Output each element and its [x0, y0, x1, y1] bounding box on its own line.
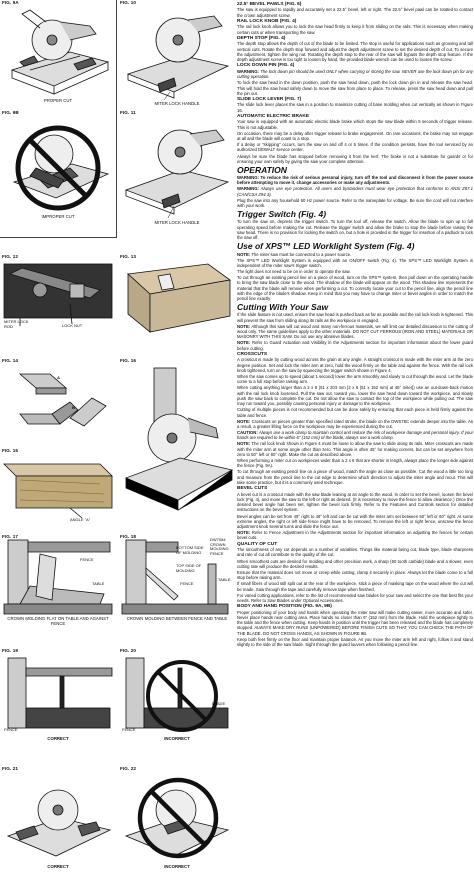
wood-angle-illustration — [0, 448, 116, 528]
figure-caption: INCORRECT — [164, 864, 190, 869]
paragraph: The rail lock knob allows you to lock the saw head firmly to keep it from sliding on the rails. This is necessary when making certain cuts or when transporting the saw. — [237, 24, 473, 35]
figure-label: FIG. 16 — [120, 358, 137, 363]
figure-label: FIG. 22 — [120, 766, 137, 771]
paragraph: The XPS™ LED Worklight System is equipped with an ON/OFF switch (Fig. 4). The XPS™ LED Worklight System is independent of the miter saw's trigger switch. — [237, 257, 473, 268]
paragraph: Bevel angles can be set from 49° right to 49° left and can be cut with the miter arm set between 50° left or 60° right. At some extreme angles, the right or left side fence might have to be removed. To remove the left or right fence, unscrew the fence adjustment knob several turns and slide the fence out. — [237, 513, 473, 530]
label-bottom-side: BOTTOM SIDE OF MOLDING — [176, 545, 204, 555]
paragraph: Your saw is equipped with an automatic electric blade brake which stops the saw blade within 5 seconds of trigger release. This is not adjustable. — [237, 119, 473, 130]
label-top-side: TOP SIDE OF MOLDING — [176, 563, 202, 573]
note-text: Although this saw will cut wood and many non-ferrous materials, we will limit our detailed discussion to the cutting of wood only. The same guidelines apply to the other materials. DO NOT CUT FERROUS (IRON AND STEEL) MATERIALS OR MASONRY WITH THIS SAW. Do not use any abrasive blades. — [237, 323, 473, 340]
figure-caption: CROWN MOLDING BETWEEN FENCE AND TABLE — [126, 616, 228, 621]
paragraph: To lock the saw head in the down position, push the saw head down, push the lock down pin in and release the saw head. This will hold the saw head safely down to move the saw from place to place. To release, press the saw head down and pull the pin out. — [237, 80, 473, 96]
note-text: Refer to Fence Adjustment in the Adjustments section for important information on adjusting the fences for certain bevel cuts. — [237, 530, 473, 541]
paragraph: If small fibers of wood still split out at the rear of the workpiece, stick a piece of masking tape on the wood where the cut will be made. Saw through the tape and carefully remove tape when finished. — [237, 581, 473, 592]
warning-text: To reduce the risk of serious personal injury, turn off the tool and disconnect it from the power source before attempting to move it, change accessories or make any adjustments. — [237, 175, 473, 186]
note-rail-lock — [237, 441, 473, 457]
figure-caption: PROPER CUT — [43, 98, 73, 103]
paragraph: If a delay or "skipping" occurs, turn the saw on and off 4 or 5 times. If the condition persists, have the tool serviced by an authorized DEWALT service center. — [237, 142, 473, 153]
figure-16 — [118, 358, 236, 530]
figure-caption: MITER LOCK HANDLE — [154, 220, 200, 225]
paragraph: Ensure that the material does not move or creep while cutting; clamp it securely in place. Always let the blade come to a full stop before raising arm. — [237, 569, 473, 581]
note-guard — [237, 340, 473, 351]
paragraph: For varied cutting applications, refer to the list of recommended saw blades for your saw and select the one that best fits your needs. Refer to Saw Blades under Optional Accessories. — [237, 592, 473, 603]
heading-cutting: Cutting With Your Saw — [237, 301, 329, 312]
heading-operation: OPERATION — [237, 164, 287, 175]
paragraph: A crosscut is made by cutting wood across the grain at any angle. A straight crosscut is made with the miter arm at the zero degree position. Set and lock the miter arm at zero, hold the wood firmly on the table and against the fence. With the rail lock knob tightened, turn on the saw by squeezing the trigger switch shown in Figure 4. — [237, 357, 473, 373]
heading-crosscuts: CROSSCUTS — [237, 351, 268, 357]
caution-clamp — [237, 430, 473, 441]
miter-saw-illustration — [118, 0, 236, 108]
warning-text: The lock down pin should be used ONLY when carrying or storing the saw. NEVER use the lock down pin for any cutting operation. — [237, 68, 473, 80]
paragraph: To cut through an existing pencil line on a piece of wood, match the angle as close as possible. Cut the wood a little too long and measure from the pencil line to the cut edge to determine which direction to adjust the miter angle and recut. This will take some practice, but it is a commonly used technique. — [237, 469, 473, 485]
figure-label: FIG. 11 — [120, 110, 136, 115]
label-b: B — [72, 405, 75, 410]
note-cutting — [237, 324, 473, 340]
figure-15 — [0, 448, 116, 528]
saw-improper-cut-illustration — [0, 110, 116, 226]
figure-9b — [0, 110, 116, 226]
paragraph: When performing a miter cut on workpieces wider than a 2 x 6 that are shorter in length, always place the longer side against the fence (Fig. 9A). — [237, 458, 473, 469]
heading-electric-brake: AUTOMATIC ELECTRIC BRAKE — [237, 114, 310, 120]
figure-label: FIG. 14 — [2, 358, 19, 363]
label-a: A — [57, 375, 60, 380]
paragraph: A bevel cut is a crosscut made with the saw blade leaning at an angle to the wood. In order to set the bevel, loosen the bevel lock (Fig. 4), and move the saw to the left or right as desired. (It is necessary to move the fence to allow clearance.) Once the desired bevel angle has been set, tighten the bevel lock firmly. Refer to the Features and Controls section for detailed instructions on the bevel system. — [237, 491, 473, 513]
paragraph: The light does not need to be on in order to operate the saw. — [237, 268, 351, 274]
note-label: NOTE: — [237, 530, 251, 536]
label-fence: FENCE — [80, 557, 94, 562]
label-blade: BLADE — [212, 701, 226, 706]
paragraph: The depth stop allows the depth of cut of the blade to be limited. The stop is useful for applications such as grooving and tall vertical cuts. Rotate the depth stop forward and adjust the depth adjustment screw to set the desired depth of cut. To secure the adjustment, tighten the wing nut. Rotating the depth stop to the rear of the saw will bypass the depth stop feature. If the depth adjustment screw is too tight to loosen by hand, the provided blade wrench can be used to loosen the screw. — [237, 41, 473, 63]
figure-label: FIG. 12 — [2, 254, 19, 259]
molding-joint-illustration — [0, 358, 116, 446]
note-label: NOTE: — [237, 441, 251, 447]
heading-trigger-switch: Trigger Switch (Fig. 4) — [237, 208, 327, 219]
figure-label: FIG. 18 — [120, 534, 137, 539]
warning-eye-protection — [237, 186, 473, 197]
paragraph: Always be sure the blade has stopped before removing it from the kerf. The brake is not a substitute for guards or for ensuring your own safety by giving the saw your complete attention. — [237, 153, 473, 164]
callout-miter-lock-rod: MITER LOCK ROD — [4, 319, 29, 329]
label-angle-a: ANGLE "A" — [70, 517, 91, 522]
correct-hand-position-illustration — [0, 766, 116, 872]
warning-label: WARNING: — [237, 68, 259, 74]
figure-label: FIG. 19 — [2, 648, 19, 653]
warning-text: Always use eye protection. All users and bystanders must wear eye protection that conforms to ANSI Z87.1 (CAN/CSA Z94.3). — [237, 186, 473, 197]
label-table: TABLE — [218, 577, 231, 582]
figure-divider-vertical — [116, 0, 117, 237]
note-label: NOTE: — [237, 251, 251, 257]
paragraph: When cutting anything larger than a 2 x 8 (51 x 203 mm [2 x 6 (51 x 152 mm) at 45° miter]) use an out-down-back motion with the rail lock knob loosened. Pull the saw out, toward you, lower the saw head down toward the workpiece, and slowly push the saw back to complete the cut. Do not allow the saw to contact the top of the workpiece while pulling out. The saw may run toward you, possibly causing personal injury or damage to the workpiece. — [237, 385, 473, 407]
paragraph: Plug the saw into any household 60 Hz power source. Refer to the nameplate for voltage. Be sure the cord will not interfere with your work. — [237, 197, 473, 209]
note-text: Crosscuts on pieces greater than specified rated stroke, the blade on the DWS78C extends deeper into the table. As a result, a greater lifting force on the workpiece may be experienced during the cut. — [237, 418, 473, 429]
paragraph: Keep both feet firmly on the floor and maintain proper balance. As you move the miter arm left and right, follow it and stand slightly to the side of the saw blade. Sight through the guard louvers when following a pencil line. — [237, 636, 473, 648]
heading-quality-of-cut: QUALITY OF CUT — [237, 541, 278, 547]
heading-slide-lock-lever: SLIDE LOCK LEVER (FIG. 7) — [237, 97, 302, 103]
heading-rail-lock-knob: RAIL LOCK KNOB (FIG. 4) — [237, 18, 297, 24]
note-label: NOTE: — [237, 340, 251, 346]
caution-text: Always use a work clamp to maintain control and reduce the risk of workpiece damage and personal injury. If your hands are required to be within 6" (152 mm) of the blade, always use a work clamp. — [237, 430, 473, 441]
figure-10 — [118, 0, 236, 108]
note-crosscut — [237, 419, 473, 430]
paragraph: If the slide feature is not used, ensure the saw head is pushed back as far as possible and the rail lock knob is tightened. This will prevent the saw from sliding along its rails as the workpiece is engaged. — [237, 312, 473, 323]
instructions-column — [237, 1, 473, 648]
vertical-cut-saw-illustration — [118, 358, 236, 530]
figure-label: FIG. 15 — [2, 448, 19, 453]
paragraph: The smoothness of any cut depends on a number of variables. Things like material being cut, blade type, blade sharpness and rate of cut all contribute to the quality of the cut. — [237, 547, 473, 558]
figure-caption: MITER LOCK HANDLE — [154, 101, 200, 106]
heading-bevel-cuts: BEVEL CUTS — [237, 486, 268, 492]
heading-bevel-pawls: 22.5° BEVEL PAWLS (FIG. 6) — [237, 2, 302, 7]
figure-19 — [0, 648, 116, 746]
note-label: NOTE: — [237, 323, 251, 329]
figure-20 — [118, 648, 236, 746]
heading-xps-worklight: Use of XPS™ LED Worklight System (Fig. 4) — [237, 241, 415, 251]
paragraph: When the saw comes up to speed (about 1 second) lower the arm smoothly and slowly to cut through the wood. Let the blade come to a full stop before raising arm. — [237, 374, 473, 385]
figure-caption: CORRECT — [47, 736, 69, 741]
heading-depth-stop: DEPTH STOP (FIG. 4) — [237, 35, 286, 41]
note-label: NOTE: — [237, 418, 251, 424]
miter-saw-illustration — [118, 110, 236, 230]
label-table: TABLE — [92, 581, 105, 586]
note-fence-adjustment — [237, 530, 473, 541]
figure-label: FIG. 9A — [2, 0, 19, 5]
figure-label: FIG. 13 — [120, 254, 137, 259]
note-text: Refer to Guard Actuation and Visibility in the Adjustments section for important information about the lower guard before cutting. — [237, 340, 473, 351]
warning-label: WARNING: — [237, 175, 259, 181]
figure-label: FIG. 20 — [120, 648, 137, 653]
workpiece-cut-illustration — [118, 254, 236, 336]
note-text: The rail lock knob shown in Figure 4 must be loose to allow the saw to slide along its rails. Miter crosscuts are made with the miter arm at some angle other than zero. This angle is often 45° for making corners, but can be set anywhere from zero to 50° left or 60° right. Make the cut as described above. — [237, 441, 473, 457]
paragraph: To turn the saw on, depress the trigger switch. To turn the tool off, release the switch. Allow the blade to spin up to full operating speed before making the cut. Release the trigger switch and allow the brake to stop the blade before raising the saw head. There is no provision for locking the switch on, but a hole is provided in the trigger for insertion of a padlock to lock the saw off. — [237, 219, 473, 241]
heading-body-hand-position: BODY AND HAND POSITION (FIG. 9A, 9B) — [237, 604, 332, 610]
caution-label: CAUTION: — [237, 430, 258, 436]
warning-label: WARNING: — [237, 186, 259, 192]
heading-lock-down-pin: LOCK DOWN PIN (FIG. 4) — [237, 63, 295, 69]
paragraph: To cut through an existing pencil line on a piece of wood, turn on the XPS™ system, then pull down on the operating handle to bring the saw blade close to the wood. The shadow of the blade will appear on the wood. This shadow line represents the material that the blade will remove when performing a cut. To correctly locate your cut to the pencil line, align the pencil line with the edge of the blade's shadow. Keep in mind that you may have to change miter or bevel angles in order to match the pencil line exactly. — [237, 275, 473, 302]
warning-operation — [237, 175, 473, 186]
label-fence: FENCE — [122, 727, 136, 732]
note-xps — [237, 252, 473, 257]
warning-lock-down-pin — [237, 69, 473, 80]
figure-label: FIG. 17 — [2, 534, 19, 539]
figure-18 — [118, 534, 236, 634]
figure-13 — [118, 254, 236, 336]
figure-caption: CROWN MOLDING FLAT ON TABLE AND AGAINST FENCE — [7, 616, 109, 626]
figure-21 — [0, 766, 116, 872]
callout-lock-nut: LOCK NUT — [62, 323, 83, 328]
paragraph: When smoothest cuts are desired for molding and other precision work, a sharp (60 tooth carbide) blade and a slower, even cutting rate will produce the desired results. — [237, 558, 473, 569]
figure-label: FIG. 10 — [120, 0, 137, 5]
figure-17 — [0, 534, 116, 634]
figure-9a — [0, 0, 116, 108]
label-kit: DW7084 CROWN MOLDING FENCE — [210, 537, 229, 556]
label-fence: FENCE — [4, 727, 18, 732]
figure-caption: INCORRECT — [164, 736, 190, 741]
paragraph: Cutting of multiple pieces is not recommended but can be done safely by ensuring that each piece is held firmly against the table and fence. — [237, 407, 473, 418]
figure-label: FIG. 9B — [2, 110, 19, 115]
figure-caption: CORRECT — [47, 864, 69, 869]
paragraph: Proper positioning of your body and hands when operating the miter saw will make cutting easier, more accurate and safer. Never place hands near cutting area. Place hands no closer than 6" (152 mm) from the blade. Hold the workpiece tightly to the table and the fence when cutting. Keep hands in position until the trigger has been released and the blade has completely stopped. ALWAYS MAKE DRY RUNS (UNPOWERED) BEFORE FINISH CUTS SO THAT YOU CAN CHECK THE PATH OF THE BLADE. DO NOT CROSS HANDS, AS SHOWN IN FIGURE 9B. — [237, 609, 473, 636]
paragraph: The slide lock lever places the saw in a position to maximize cutting of base molding when cut vertically as shown in Figure 16. — [237, 102, 473, 113]
paragraph: The saw is equipped to rapidly and accurately set a 22.5° bevel, left or right. The 22.5° bevel pawl can be rotated to contact the crown adjustment screw. — [237, 7, 473, 18]
figure-22 — [118, 766, 236, 872]
figure-caption: IMPROPER CUT — [41, 214, 75, 219]
figure-divider-horizontal — [0, 237, 117, 238]
figure-12 — [0, 254, 116, 336]
note-text: The miter saw must be connected to a power source. — [250, 251, 352, 257]
paragraph: On occasion, there may be a delay after trigger release to brake engagement. On rare occasions, the brake may not engage at all and the blade will coast to a stop. — [237, 130, 473, 142]
label-fence: FENCE — [180, 581, 194, 586]
figure-11 — [118, 110, 236, 230]
figure-14 — [0, 358, 116, 446]
saw-proper-cut-illustration — [0, 0, 116, 108]
incorrect-hand-position-illustration — [118, 766, 236, 872]
figure-label: FIG. 21 — [2, 766, 19, 771]
